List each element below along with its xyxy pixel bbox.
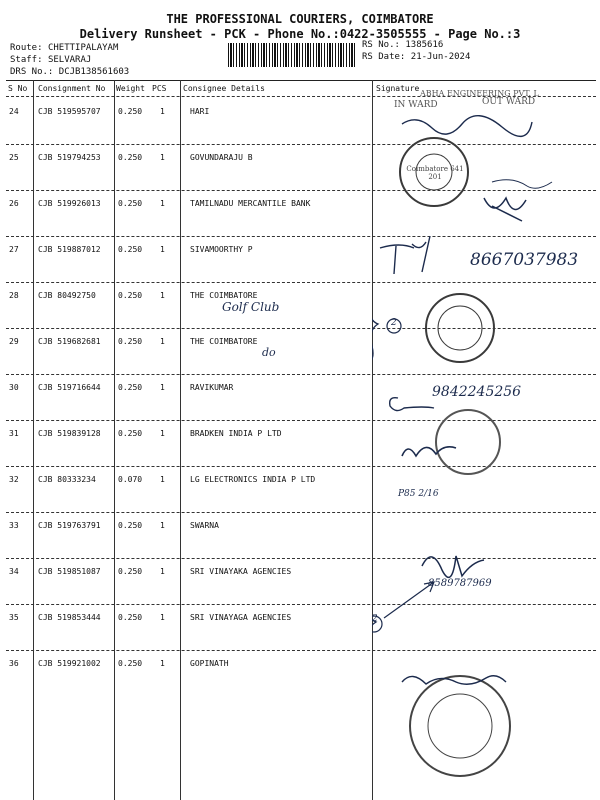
ditto-handwritten: do [262,346,276,359]
row-pcs: 1 [160,383,165,392]
row-sno: 32 [9,475,19,484]
row-sno: 36 [9,659,19,668]
row-weight: 0.250 [118,337,143,346]
staff-value: SELVARAJ [47,55,92,65]
coimbatore-stamp-text: Coimbatore 641 201 [406,165,464,181]
row-consignment: CJB 519921002 [38,659,101,668]
count-handwritten: 2 [372,614,378,624]
outward-stamp-text: OUT WARD [482,97,536,107]
bradken-stamp [436,410,500,474]
row-consignment: CJB 519887012 [38,245,101,254]
row-weight: 0.250 [118,291,143,300]
runsheet-title: THE PROFESSIONAL COURIERS, COIMBATORE [166,12,434,26]
staff-line [10,55,91,65]
route-label: Route: [10,43,43,53]
signature-scribble [390,398,434,411]
row-consignment: CJB 519851087 [38,567,101,576]
col-consignee: Consignee Details [183,84,265,93]
row-consignment: CJB 519794253 [38,153,101,162]
phone-handwritten-30: 9842245256 [432,384,522,400]
row-consignee: HARI [190,107,210,116]
drs-label: DRS No.: [10,67,54,77]
row-pcs: 1 [160,153,165,162]
row-pcs: 1 [160,567,165,576]
row-weight: 0.250 [118,199,143,208]
row-weight: 0.250 [118,567,143,576]
signature-scribble [492,180,552,189]
signature-scribble [484,198,526,221]
phone-handwritten-27: 8667037983 [470,250,579,270]
row-sno: 35 [9,613,19,622]
row-consignee: THE COIMBATORE [190,291,258,300]
row-consignment: CJB 519716644 [38,383,101,392]
runsheet-subtitle: Delivery Runsheet - PCK - Phone No.:0422-3505555 - Page No.:3 [79,27,521,41]
signature-scribble [422,556,484,577]
row-consignee: GOVUNDARAJU B [190,153,253,162]
drs-line [10,67,129,77]
col-consignment: Consignment No [38,84,106,93]
row-weight: 0.250 [118,153,143,162]
row-consignment: CJB 80492750 [38,291,96,300]
row-weight: 0.070 [118,475,143,484]
row-consignment: CJB 519763791 [38,521,101,530]
inward-stamp-text: IN WARD [394,100,438,110]
row-consignee: BRADKEN INDIA P LTD [190,429,282,438]
row-consignment: CJB 519926013 [38,199,101,208]
row-sno: 31 [9,429,19,438]
row-weight: 0.250 [118,521,143,530]
note-handwritten-32: P85 2/16 [398,489,439,499]
signature-scribble [402,447,456,456]
row-consignee: THE COIMBATORE [190,337,258,346]
row-pcs: 1 [160,659,165,668]
row-pcs: 1 [160,107,165,116]
row-consignee: SRI VINAYAGA AGENCIES [190,613,292,622]
row-sno: 34 [9,567,19,576]
row-consignment: CJB 519853444 [38,613,101,622]
row-pcs: 1 [160,337,165,346]
row-weight: 0.250 [118,245,143,254]
row-consignment: CJB 519595707 [38,107,101,116]
col-pcs: PCS [152,84,167,93]
row-consignee: SWARNA [190,521,219,530]
rs-no-label: RS No.: [362,40,400,50]
row-weight: 0.250 [118,107,143,116]
row-sno: 28 [9,291,19,300]
cbe-stamp-inner [428,694,492,758]
row-pcs: 1 [160,429,165,438]
row-pcs: 1 [160,245,165,254]
cbe-stamp [410,676,510,776]
golf-club-stamp [426,294,494,362]
row-consignee: SIVAMOORTHY P [190,245,253,254]
engineering-stamp-text: ABHA ENGINEERING PVT. L [420,89,539,98]
row-sno: 30 [9,383,19,392]
row-pcs: 1 [160,199,165,208]
bracket-mark [372,284,378,366]
row-sno: 27 [9,245,19,254]
row-consignment: CJB 519682681 [38,337,101,346]
col-signature: Signature [376,84,420,93]
barcode [228,43,356,67]
row-pcs: 1 [160,521,165,530]
col-weight: Weight [116,84,145,93]
row-consignment: CJB 80333234 [38,475,96,484]
table-top-rule [6,80,596,81]
row-sno: 25 [9,153,19,162]
row-pcs: 1 [160,613,165,622]
row-pcs: 1 [160,291,165,300]
rs-no-value: 1385616 [405,40,444,50]
rs-date-label: RS Date: [362,52,406,62]
row-consignee: SRI VINAYAKA AGENCIES [190,567,292,576]
row-sno: 33 [9,521,19,530]
phone-handwritten-34: 8589787969 [428,578,492,589]
row-sno: 24 [9,107,19,116]
route-value: CHETTIPALAYAM [47,43,119,53]
signature-scribble [402,116,532,137]
golf-club-handwritten: Golf Club [222,300,280,314]
row-weight: 0.250 [118,659,143,668]
row-consignee: LG ELECTRONICS INDIA P LTD [190,475,316,484]
route-line [10,43,118,53]
arrow-mark [384,582,434,618]
row-consignment: CJB 519839128 [38,429,101,438]
row-consignee: GOPINATH [190,659,229,668]
row-consignee: TAMILNADU MERCANTILE BANK [190,199,311,208]
row-pcs: 1 [160,475,165,484]
row-consignee: RAVIKUMAR [190,383,234,392]
signature-overlay [372,96,596,796]
row-sno: 29 [9,337,19,346]
row-weight: 0.250 [118,613,143,622]
rs-date-value: 21-Jun-2024 [410,52,471,62]
rs-date-line [362,52,470,62]
rs-no-line [362,40,443,50]
drs-value: DCJB138561603 [58,67,130,77]
golf-club-stamp-inner [438,306,482,350]
row-weight: 0.250 [118,429,143,438]
signature-scribble [380,236,430,274]
row-sno: 26 [9,199,19,208]
row-weight: 0.250 [118,383,143,392]
col-sno: S No [8,84,28,93]
count-handwritten: 2 [391,318,397,328]
staff-label: Staff: [10,55,43,65]
